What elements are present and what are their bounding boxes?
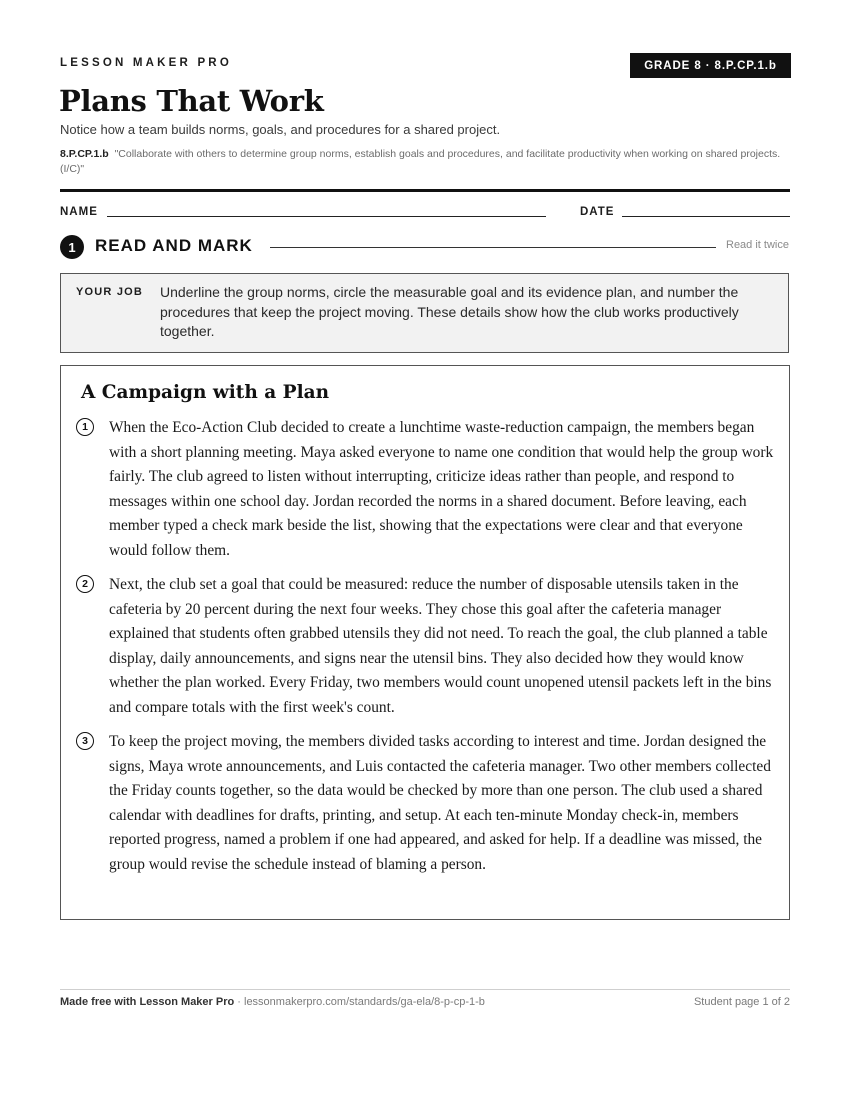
grade-badge: GRADE 8 · 8.P.CP.1.b (630, 53, 791, 78)
job-instructions: Underline the group norms, circle the measurable goal and its evidence plan, and number the procedures that keep the project moving. These details show how the club works productively together. (160, 284, 739, 339)
standard-text: "Collaborate with others to determine group norms, establish goals and procedures, and facilitate productivity when working on shared projects. (I/C)" (60, 148, 781, 175)
reading-passage (60, 365, 790, 920)
brand-name: LESSON MAKER PRO (60, 57, 232, 69)
section-title: READ AND MARK (95, 236, 253, 255)
section-note: Read it twice (726, 239, 789, 251)
paragraph-number-badge: 1 (76, 418, 94, 436)
standard-code: 8.P.CP.1.b (60, 148, 109, 160)
date-field[interactable] (622, 216, 790, 217)
section-divider (270, 247, 716, 248)
section-number-badge: 1 (60, 235, 84, 259)
footer-url[interactable]: · lessonmakerpro.com/standards/ga-ela/8-p-cp-1-b (234, 996, 485, 1008)
footer-divider (60, 989, 790, 990)
job-label: YOUR JOB (76, 286, 144, 298)
page-title: Plans That Work (59, 84, 324, 118)
paragraph-text: To keep the project moving, the members divided tasks according to interest and time. Jordan designed the signs, Maya wrote announcements, and Luis contacted the cafeteria manager. Two other members collected the Friday counts together, so the data would be checked by more than one person. The club used a shared calendar with deadlines for drafts, printing, and setup. At each ten-minute Monday check-in, members reported progress, named a problem if one had appeared, and asked for help. If a deadline was missed, the group would revise the schedule instead of blaming a person. (109, 733, 771, 873)
passage-title: A Campaign with a Plan (81, 382, 330, 403)
paragraph-number-badge: 3 (76, 732, 94, 750)
header-divider (60, 189, 790, 192)
name-field[interactable] (107, 216, 546, 217)
paragraph-number-badge: 2 (76, 575, 94, 593)
footer-page-number: Student page 1 of 2 (693, 996, 790, 1008)
paragraph-text: When the Eco-Action Club decided to create a lunchtime waste-reduction campaign, the members began with a short planning meeting. Maya asked everyone to name one condition that would help the group work fairly. The club agreed to listen without interrupting, criticize ideas rather than people, and respond to messages within one school day. Jordan recorded the norms in a shared document. Before leaving, each member typed a check mark beside the list, showing that the expectations were clear and that everyone would follow them. (109, 419, 774, 559)
job-box (60, 273, 789, 353)
paragraph-text: Next, the club set a goal that could be measured: reduce the number of disposable utensils taken in the cafeteria by 20 percent during the next four weeks. They chose this goal after the cafeteria manager explained that students often grabbed utensils they did not need. To reach the goal, the club planned a table display, daily announcements, and signs near the utensil bins. They also decided how they would know whether the plan worked. Every Friday, two members would count unopened utensil packets left in the bins and compare totals with the first week's count. (109, 576, 772, 716)
page-subtitle: Notice how a team builds norms, goals, and procedures for a shared project. (60, 122, 501, 137)
date-label: DATE (580, 206, 615, 218)
footer-made-with: Made free with Lesson Maker Pro (60, 996, 235, 1008)
name-label: NAME (60, 206, 98, 218)
footer-credit (60, 996, 485, 1008)
standard-description (60, 147, 790, 177)
